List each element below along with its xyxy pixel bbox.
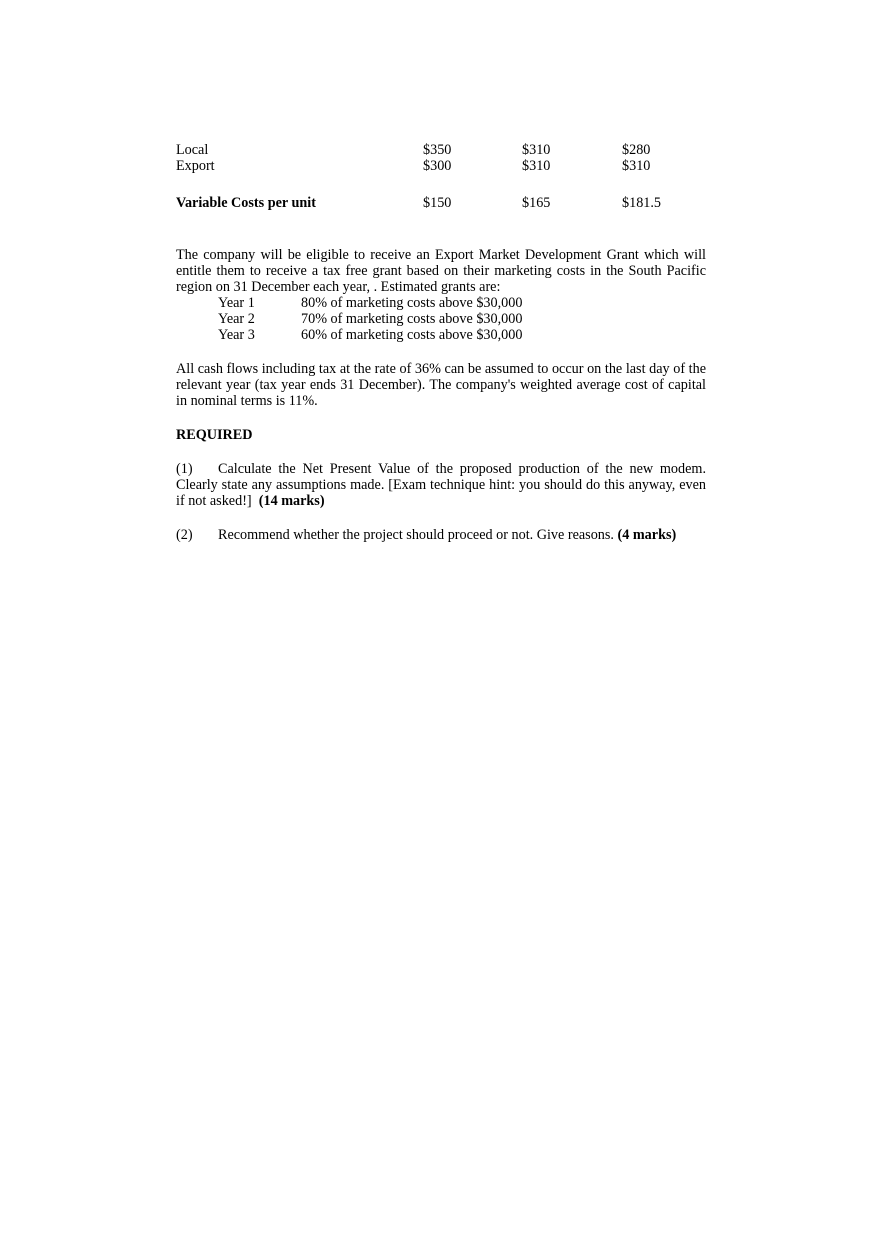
list-item	[176, 295, 706, 311]
grant-description: 70% of marketing costs above $30,000	[301, 311, 523, 327]
grant-paragraph: The company will be eligible to receive an Export Market Development Grant which will entitle them to receive a tax free grant based on their marketing costs in the South Pacific region on 31 December each year, . Estimated grants are:	[176, 247, 706, 295]
value-year-2: $310	[522, 158, 551, 174]
question-number: (1)	[176, 461, 193, 477]
value-year-3: $181.5	[622, 195, 662, 211]
row-label: Variable Costs per unit	[176, 195, 316, 211]
question-text	[176, 461, 706, 509]
row-label: Local	[176, 142, 209, 158]
question-body: Recommend whether the project should proceed or not. Give reasons.	[218, 527, 614, 543]
document-page	[176, 142, 706, 543]
value-year-1: $350	[423, 142, 452, 158]
question-number: (2)	[176, 527, 193, 543]
cashflow-paragraph: All cash flows including tax at the rate of 36% can be assumed to occur on the last day of the relevant year (tax year ends 31 December). The company's weighted average cost of capital in nominal terms is 11%.	[176, 361, 706, 409]
question-body: Calculate the Net Present Value of the proposed production of the new modem. Clearly state any assumptions made. [Exam technique hint: you should do this anyway, even if not asked!]	[176, 461, 706, 509]
grant-description: 60% of marketing costs above $30,000	[301, 327, 523, 343]
price-row-local	[176, 142, 706, 158]
value-year-3: $310	[622, 158, 651, 174]
value-year-1: $300	[423, 158, 452, 174]
row-label: Export	[176, 158, 215, 174]
question-1	[176, 461, 706, 509]
question-2	[176, 527, 706, 543]
grant-description: 80% of marketing costs above $30,000	[301, 295, 523, 311]
value-year-2: $165	[522, 195, 551, 211]
grant-year: Year 3	[218, 327, 255, 343]
price-row-export	[176, 158, 706, 174]
list-item	[176, 311, 706, 327]
question-marks: (4 marks)	[617, 527, 677, 543]
value-year-2: $310	[522, 142, 551, 158]
list-item	[176, 327, 706, 343]
grant-list	[176, 295, 706, 343]
value-year-3: $280	[622, 142, 651, 158]
grant-year: Year 1	[218, 295, 255, 311]
question-marks: (14 marks)	[258, 493, 325, 509]
grant-year: Year 2	[218, 311, 255, 327]
value-year-1: $150	[423, 195, 452, 211]
variable-costs-row	[176, 195, 706, 211]
question-text	[176, 527, 706, 543]
required-heading: REQUIRED	[176, 427, 253, 443]
